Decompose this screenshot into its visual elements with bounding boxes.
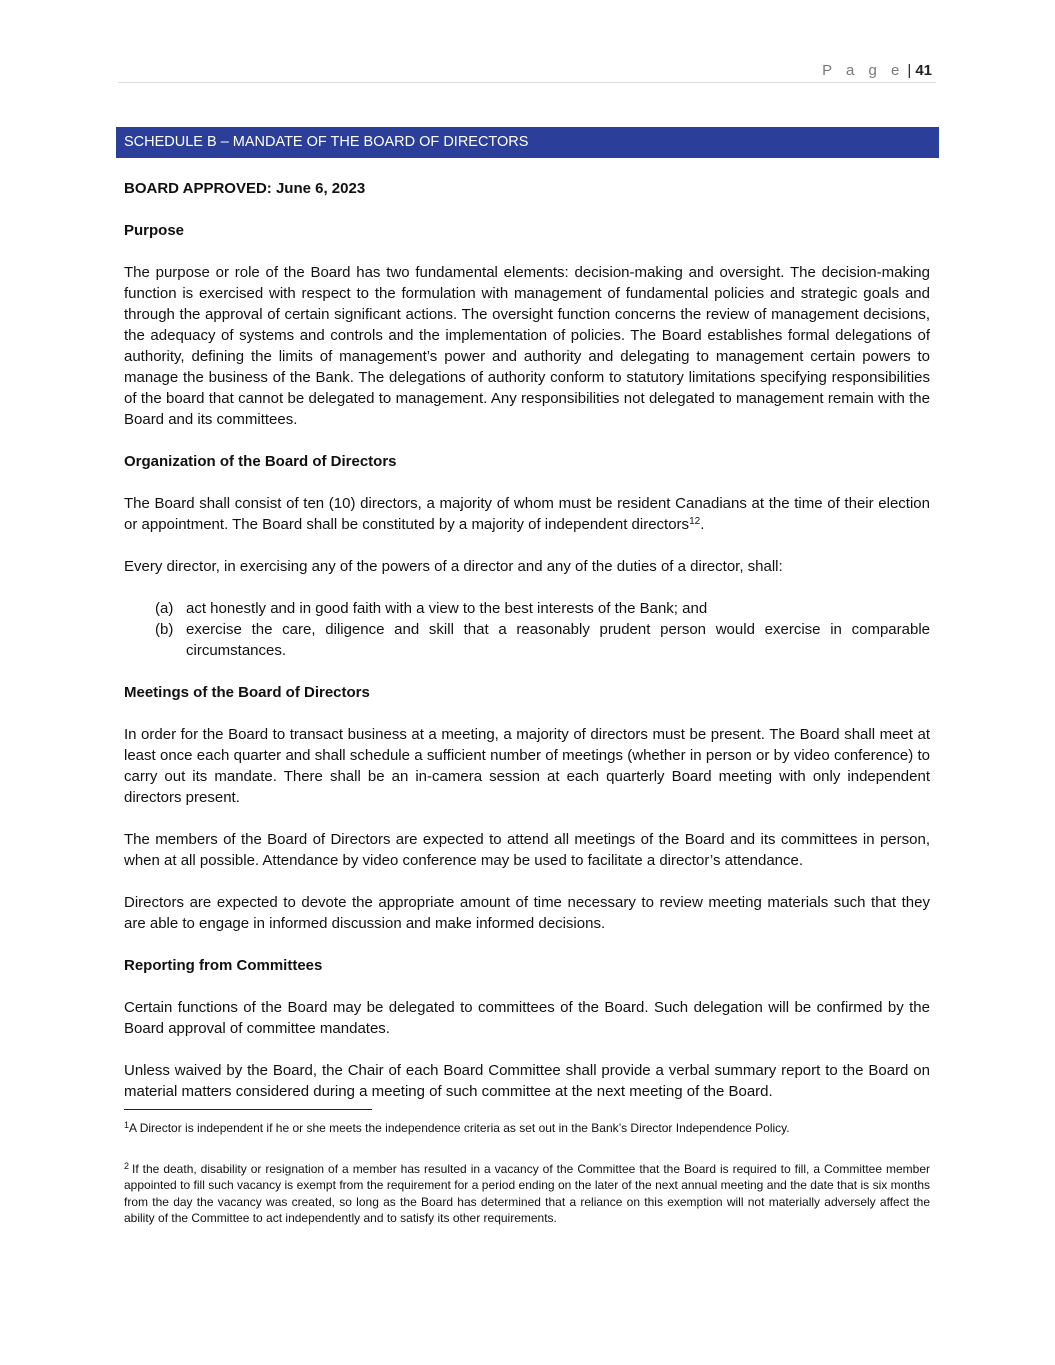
footnote-text: If the death, disability or resignation of a member has resulted in a vacancy of the Committee that the Board is required to fill, a Committee member appointed to fill such vacancy is exempt from the requirement for a period ending on the later of the next annual meeting and the date that is six months from the day the vacancy was created, so long as the Board has determined that a reliance on this exemption will not materially adversely affect the ability of the Committee to act independently and to satisfy its other requirements. [124,1161,930,1225]
purpose-heading: Purpose [124,222,185,239]
list-item [124,598,930,619]
schedule-title: SCHEDULE B – MANDATE OF THE BOARD OF DIRECTORS [124,134,529,150]
reporting-paragraph-1: Certain functions of the Board may be delegated to committees of the Board. Such delegation will be confirmed by the Board approval of committee mandates. [124,999,930,1037]
document-body [124,178,930,1248]
meetings-paragraph-2: The members of the Board of Directors are expected to attend all meetings of the Board and its committees in person, when at all possible. Attendance by video conference may be used to facilitate a director’s attendance. [124,831,930,869]
list-item-text: exercise the care, diligence and skill that a reasonably prudent person would exercise in comparable circumstances. [186,621,930,659]
footnote-1 [124,1120,930,1137]
list-marker: (a) [155,600,174,617]
schedule-banner [116,127,939,158]
meetings-paragraph-1: In order for the Board to transact business at a meeting, a majority of directors must be present. The Board shall meet at least once each quarter and shall schedule a sufficient number of meetings (whether in person or by video conference) to carry out its mandate. There shall be an in-camera session at each quarterly Board meeting with only independent directors present. [124,726,930,806]
list-item [124,619,930,661]
purpose-paragraph: The purpose or role of the Board has two fundamental elements: decision-making and oversight. The decision-making function is exercised with respect to the formulation with management of fundamental policies and strategic goals and through the approval of certain significant actions. The oversight function concerns the review of management decisions, the adequacy of systems and controls and the implementation of policies. The Board establishes formal delegations of authority, defining the limits of management’s power and authority and delegating to management certain powers to manage the business of the Bank. The delegations of authority conform to statutory limitations specifying responsibilities of the board that cannot be delegated to management. Any responsibilities not delegated to management remain with the Board and its committees. [124,264,930,428]
page-number-value: 41 [915,62,932,79]
approval-date: BOARD APPROVED: June 6, 2023 [124,180,366,197]
page-separator: | [907,62,912,79]
list-marker: (b) [155,621,174,638]
reporting-paragraph-2: Unless waived by the Board, the Chair of each Board Committee shall provide a verbal summary report to the Board on material matters considered during a meeting of such committee at the next meeting of the Board. [124,1062,930,1100]
meetings-heading: Meetings of the Board of Directors [124,684,370,701]
footnote-divider [124,1109,372,1110]
page-header [118,60,936,83]
reporting-heading: Reporting from Committees [124,957,323,974]
footnote-2 [124,1158,930,1227]
page-number [822,62,932,79]
organization-text-end: . [700,516,705,533]
footnote-marker: 1 [124,1120,130,1130]
page-label: P a g e [822,62,905,79]
organization-heading: Organization of the Board of Directors [124,453,397,470]
list-item-text: act honestly and in good faith with a view to the best interests of the Bank; and [186,600,708,617]
duties-intro: Every director, in exercising any of the powers of a director and any of the duties of a director, shall: [124,558,783,575]
footnote-reference: 12 [689,516,701,527]
footnote-marker: 2 [124,1160,130,1171]
organization-paragraph [124,493,930,535]
organization-text: The Board shall consist of ten (10) directors, a majority of whom must be resident Canadians at the time of their election or appointment. The Board shall be constituted by a majority of independent directors [124,495,930,533]
footnote-text: A Director is independent if he or she meets the independence criteria as set out in the Bank’s Director Independence Policy. [129,1121,790,1135]
meetings-paragraph-3: Directors are expected to devote the appropriate amount of time necessary to review meeting materials such that they are able to engage in informed discussion and make informed decisions. [124,894,930,932]
duties-list [124,598,930,661]
